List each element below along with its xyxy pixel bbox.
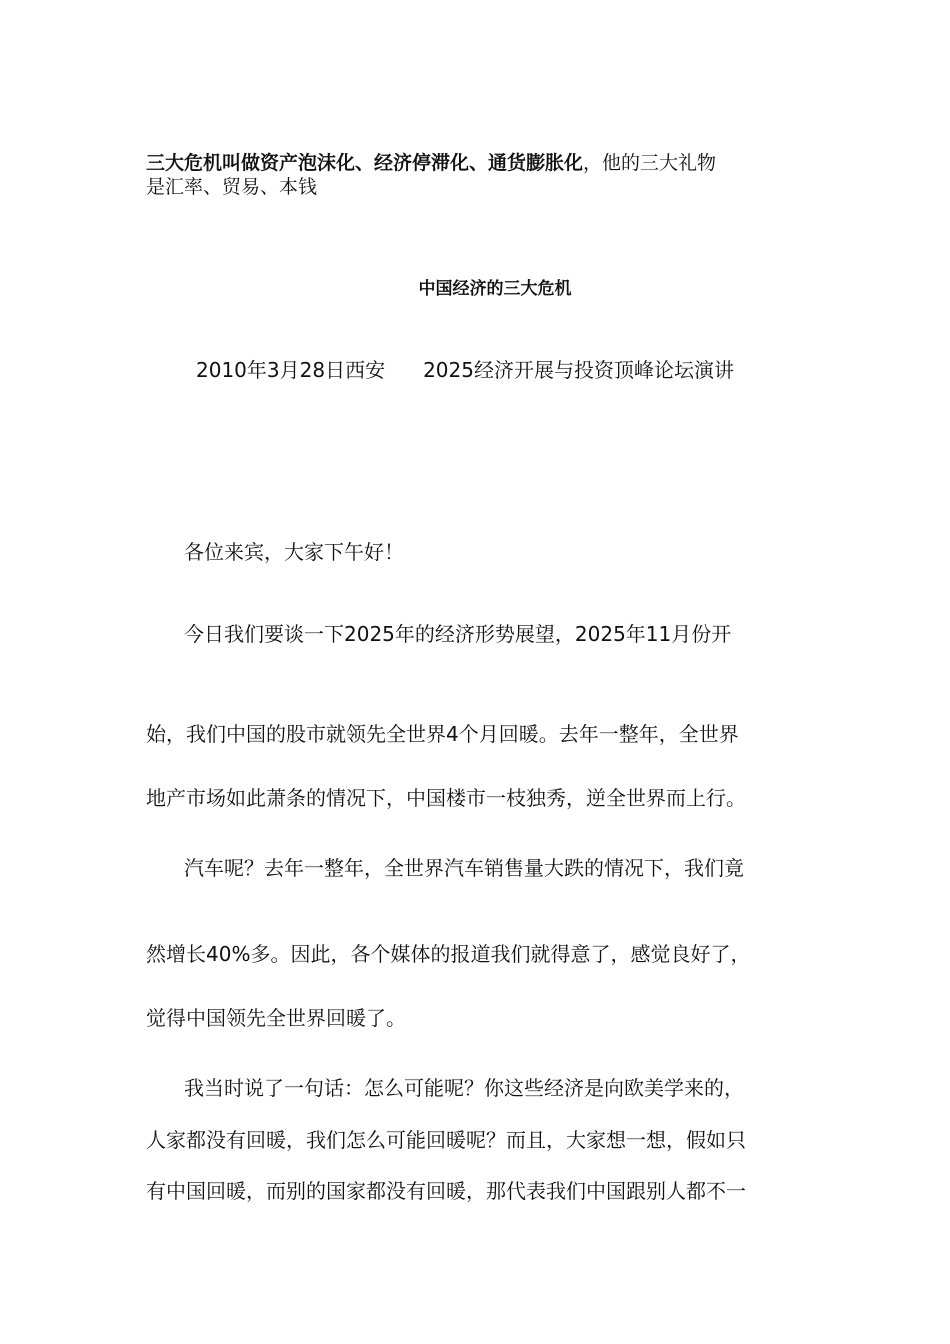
intro-line-2: 是汇率、贸易、本钱	[146, 176, 318, 198]
paragraph-line: 然增长40%多。因此，各个媒体的报道我们就得意了，感觉良好了，	[146, 942, 751, 966]
intro-bold-text: 三大危机叫做资产泡沫化、经济停滞化、通货膨胀化	[146, 152, 584, 174]
document-subtitle	[196, 354, 734, 383]
paragraph-line: 觉得中国领先全世界回暖了。	[146, 1006, 406, 1030]
paragraph-greeting: 各位来宾，大家下午好！	[184, 540, 404, 564]
intro-rest-text: ，他的三大礼物	[583, 152, 717, 174]
subtitle-date-place: 2010年3月28日西安	[196, 358, 386, 382]
subtitle-event: 2025经济开展与投资顶峰论坛演讲	[423, 358, 734, 382]
paragraph-line: 汽车呢？去年一整年，全世界汽车销售量大跌的情况下，我们竟	[184, 856, 744, 880]
paragraph-line: 地产市场如此萧条的情况下，中国楼市一枝独秀，逆全世界而上行。	[146, 786, 746, 810]
paragraph-line: 我当时说了一句话：怎么可能呢？你这些经济是向欧美学来的，	[184, 1076, 744, 1100]
paragraph-line: 人家都没有回暖，我们怎么可能回暖呢？而且，大家想一想，假如只	[146, 1128, 746, 1152]
document-title: 中国经济的三大危机	[418, 279, 572, 299]
paragraph-line: 始，我们中国的股市就领先全世界4个月回暖。去年一整年，全世界	[146, 722, 739, 746]
paragraph-line: 有中国回暖，而别的国家都没有回暖，那代表我们中国跟别人都不一	[146, 1179, 746, 1203]
paragraph-line: 今日我们要谈一下2025年的经济形势展望，2025年11月份开	[184, 622, 732, 646]
intro-line-1	[146, 152, 716, 174]
